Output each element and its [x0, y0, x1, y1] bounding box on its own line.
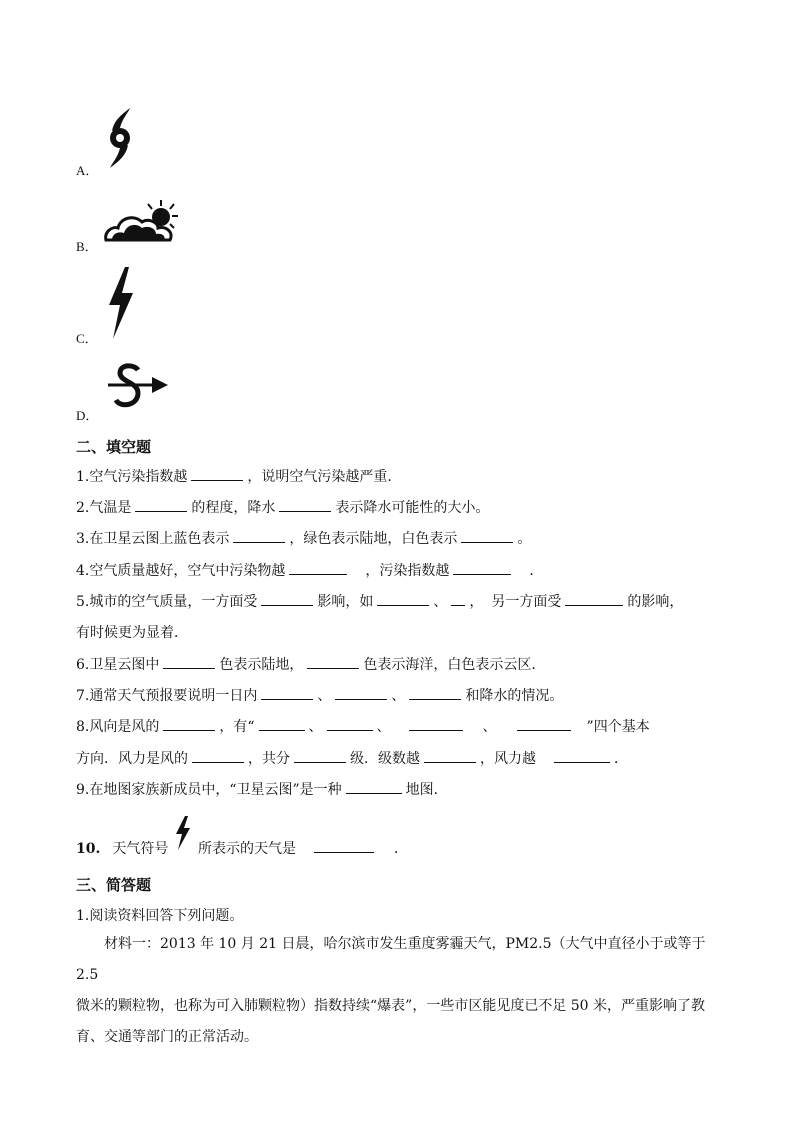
answer-blank: [409, 687, 461, 700]
answer-blank: [163, 718, 215, 731]
answer-blank: [307, 656, 359, 669]
q8-text-g: 方向．风力是风的: [76, 751, 188, 767]
q10-text-b: 所表示的天气是: [198, 841, 296, 857]
material-line-3: 育、交通等部门的正常活动。: [76, 1029, 258, 1045]
q2-text-c: 表示降水可能性的大小。: [335, 500, 490, 516]
q7-text-b: 、: [317, 688, 332, 704]
q8-text-j: ，风力越: [480, 751, 536, 767]
material-line-2: 微米的颗粒物，也称为可入肺颗粒物）指数持续“爆表”，一些市区能见度已不足 50 米，严重影响了教: [76, 998, 706, 1014]
q10-number: 10.: [76, 841, 101, 857]
answer-blank: [259, 718, 305, 731]
q6-text-c: 色表示海洋，白色表示云区．: [363, 657, 546, 673]
answer-blank: [233, 530, 285, 543]
q8-text-h: ，共分: [248, 751, 290, 767]
answer-blank: [289, 562, 347, 575]
question-7: [76, 685, 563, 705]
q7-text-c: 、: [391, 688, 406, 704]
q5-text-c: 、: [433, 594, 448, 610]
answer-blank: [335, 687, 387, 700]
q8-text-i: 级．级数越: [350, 751, 420, 767]
answer-blank: [424, 750, 476, 763]
question-3: [76, 528, 531, 548]
answer-blank: [327, 718, 373, 731]
answer-blank: [294, 750, 346, 763]
option-b-label: B．: [76, 239, 98, 254]
q9-text-b: 地图．: [405, 782, 448, 798]
q8-text-a: 8.风向是风的: [76, 719, 160, 735]
answer-blank: [314, 840, 374, 853]
q8-text-k: ．: [614, 751, 628, 767]
q7-text-d: 和降水的情况。: [465, 688, 564, 704]
q10-text-a: 天气符号: [112, 841, 169, 857]
section-3-question-1: 1.阅读资料回答下列问题。: [76, 908, 244, 924]
answer-blank: [453, 562, 511, 575]
q1-text-b: ，说明空气污染越严重．: [247, 469, 402, 485]
q6-text-b: 色表示陆地，: [219, 657, 304, 673]
question-10: [76, 838, 168, 858]
material-line-1: 材料一：2013 年 10 月 21 日晨，哈尔滨市发生重度雾霾天气，PM2.5（大气中直径小于或等于 2.5: [76, 936, 706, 983]
q5-text-b: 影响，如: [317, 594, 374, 610]
q8-text-d: 、: [376, 719, 391, 735]
answer-blank: [377, 593, 429, 606]
q6-text-a: 6.卫星云图中: [76, 657, 160, 673]
typhoon-icon: [104, 107, 138, 169]
question-9: [76, 779, 448, 799]
q5-text-f: 的影响，: [627, 594, 684, 610]
q3-text-a: 3.在卫星云图上蓝色表示: [76, 531, 230, 547]
sandstorm-icon: [106, 362, 170, 412]
question-4: [76, 560, 543, 580]
q4-text-a: 4.空气质量越好，空气中污染物越: [76, 563, 286, 579]
option-d-label: D．: [76, 408, 99, 423]
q1-text-a: 1.空气污染指数越: [76, 469, 188, 485]
option-a-label: A．: [76, 163, 99, 178]
answer-blank: [261, 687, 313, 700]
answer-blank: [409, 718, 463, 731]
answer-blank: [279, 499, 331, 512]
lightning-icon: [174, 816, 192, 850]
answer-blank: [135, 499, 187, 512]
answer-blank: [163, 656, 215, 669]
lightning-icon: [105, 267, 137, 339]
q3-text-c: 。: [517, 531, 532, 547]
question-8: [76, 716, 650, 736]
answer-blank: [565, 593, 623, 606]
answer-blank: [192, 750, 244, 763]
question-10-tail: [198, 838, 408, 858]
question-8-cont: [76, 748, 628, 768]
material-paragraph: [76, 929, 716, 1053]
q10-text-c: ．: [394, 841, 408, 857]
section-3-title: 三、简答题: [76, 876, 152, 894]
answer-blank: [461, 530, 513, 543]
question-5-cont: [76, 622, 188, 642]
q5-text-a: 5.城市的空气质量，一方面受: [76, 594, 258, 610]
answer-blank: [346, 781, 402, 794]
question-6: [76, 654, 545, 674]
answer-blank: [517, 718, 571, 731]
q7-text-a: 7.通常天气预报要说明一日内: [76, 688, 258, 704]
answer-blank: [451, 593, 465, 606]
q5-text-d: ，: [469, 594, 484, 610]
q4-text-b: ，污染指数越: [365, 563, 450, 579]
q5-text-g: 有时候更为显着．: [76, 625, 188, 641]
q8-text-b: ，有“: [219, 719, 255, 735]
q8-text-e: 、: [482, 719, 497, 735]
answer-blank: [261, 593, 313, 606]
q8-text-f: ”四个基本: [586, 719, 650, 735]
section-2-title: 二、填空题: [76, 438, 152, 456]
answer-blank: [554, 750, 610, 763]
question-5: [76, 591, 683, 611]
question-2: [76, 497, 489, 517]
q2-text-a: 2.气温是: [76, 500, 132, 516]
q3-text-b: ，绿色表示陆地，白色表示: [289, 531, 458, 547]
q4-text-c: ．: [529, 563, 544, 579]
sun-behind-cloud-icon: [104, 198, 184, 244]
option-c-label: C．: [76, 331, 98, 346]
q9-text-a: 9.在地图家族新成员中，“卫星云图”是一种: [76, 782, 342, 798]
q8-text-c: 、: [308, 719, 323, 735]
question-1: [76, 466, 401, 486]
answer-blank: [191, 468, 243, 481]
q2-text-b: 的程度，降水: [191, 500, 276, 516]
q5-text-e: 另一方面受: [491, 594, 562, 610]
